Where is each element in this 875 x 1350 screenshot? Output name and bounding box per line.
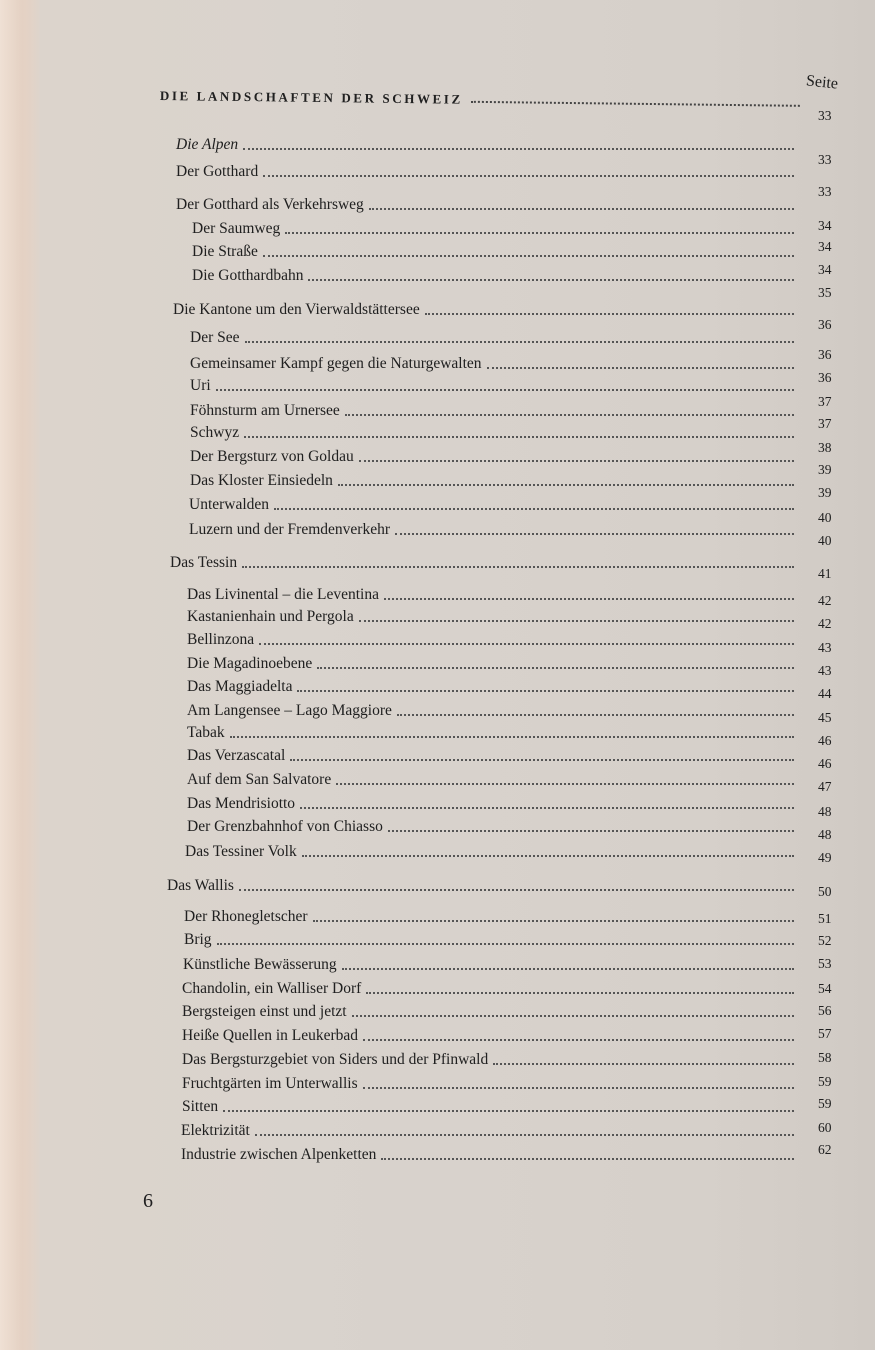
toc-page-number: 42	[818, 593, 832, 608]
dot-leader	[342, 968, 794, 970]
toc-page-number: 60	[818, 1120, 832, 1135]
toc-entry	[192, 217, 800, 239]
dot-leader	[336, 783, 794, 785]
toc-entry-label: Tabak	[187, 724, 225, 741]
toc-entry-label: Das Bergsturzgebiet von Siders und der Pfinwald	[182, 1051, 489, 1068]
toc-entry-label: Bergsteigen einst und jetzt	[182, 1003, 347, 1020]
toc-entry	[190, 399, 800, 421]
toc-entry-label: Sitten	[182, 1098, 219, 1115]
toc-entry-label: Der Grenzbahnhof von Chiasso	[187, 818, 383, 835]
toc-page-number: 42	[818, 616, 832, 631]
toc-entry	[187, 652, 800, 674]
toc-entry	[187, 583, 800, 605]
toc-entry-label: Chandolin, ein Walliser Dorf	[182, 980, 362, 997]
toc-entry-label: Die Alpen	[176, 136, 239, 153]
toc-page-number: 58	[818, 1050, 832, 1065]
toc-page-number: 49	[818, 850, 832, 865]
toc-entry-label: Das Tessin	[170, 554, 238, 571]
toc-page-number: 40	[818, 533, 832, 548]
toc-entry	[176, 193, 800, 215]
dot-leader	[471, 101, 800, 107]
dot-leader	[487, 367, 794, 369]
dot-leader	[493, 1063, 794, 1065]
toc-entry-label: Der Bergsturz von Goldau	[190, 448, 354, 465]
dot-leader	[308, 279, 794, 281]
toc-entry-label: Gemeinsamer Kampf gegen die Naturgewalten	[190, 355, 482, 372]
toc-entry	[182, 1000, 800, 1022]
toc-page-number: 53	[818, 956, 832, 971]
dot-leader	[243, 148, 794, 150]
dot-leader	[384, 598, 794, 600]
toc-page-number: 62	[818, 1142, 832, 1157]
toc-page-number: 34	[818, 218, 832, 233]
toc-entry-label: Schwyz	[190, 424, 240, 441]
toc-page-number: 38	[818, 440, 832, 455]
toc-page-number: 40	[818, 510, 832, 525]
dot-leader	[313, 920, 794, 922]
dot-leader	[352, 1015, 794, 1017]
dot-leader	[259, 643, 794, 645]
toc-entry	[187, 815, 800, 837]
toc-page-number: 39	[818, 462, 832, 477]
toc-page-number: 46	[818, 756, 832, 771]
toc-page-number: 39	[818, 485, 832, 500]
dot-leader	[302, 855, 794, 857]
toc-entry-label: Der Gotthard als Verkehrsweg	[176, 196, 364, 213]
toc-page-number: 33	[818, 152, 832, 167]
toc-entry	[187, 721, 800, 743]
toc-entry	[192, 240, 800, 262]
toc-entry-label: Die Straße	[192, 243, 258, 260]
dot-leader	[345, 414, 794, 416]
toc-page-number: 34	[818, 262, 832, 277]
toc-page-number: 46	[818, 733, 832, 748]
dot-leader	[242, 566, 794, 568]
toc-entry	[190, 374, 800, 396]
toc-page-number: 33	[818, 184, 832, 199]
dot-leader	[363, 1039, 794, 1041]
toc-entry	[190, 352, 800, 374]
toc-page-number: 45	[818, 710, 832, 725]
toc-entry-label: Das Livinental – die Leventina	[187, 586, 379, 603]
toc-page-number: 51	[818, 911, 832, 926]
toc-entry	[190, 469, 800, 491]
toc-entry	[190, 445, 800, 467]
toc-page-number: 33	[818, 108, 832, 123]
toc-entry-label: Der Rhonegletscher	[184, 908, 308, 925]
dot-leader	[366, 992, 794, 994]
dot-leader	[425, 313, 794, 315]
toc-entry-label: Luzern und der Fremdenverkehr	[189, 521, 390, 538]
toc-entry-label: Der See	[190, 329, 240, 346]
seite-label: Seite	[805, 72, 839, 93]
toc-page-number: 37	[818, 394, 832, 409]
toc-entry-label: Elektrizität	[181, 1122, 250, 1139]
toc-entry	[187, 744, 800, 766]
toc-page-number: 56	[818, 1003, 832, 1018]
toc-page-number: 50	[818, 884, 832, 899]
dot-leader	[217, 943, 794, 945]
dot-leader	[388, 830, 794, 832]
toc-page-number: 36	[818, 317, 832, 332]
toc-page-number: 48	[818, 804, 832, 819]
toc-entry	[185, 840, 800, 862]
toc-page-number: 41	[818, 566, 832, 581]
toc-entry	[184, 928, 800, 950]
section-heading-row	[160, 78, 800, 112]
dot-leader	[359, 620, 794, 622]
toc-page-number: 57	[818, 1026, 832, 1041]
toc-entry-label: Künstliche Bewässerung	[183, 956, 337, 973]
toc-entry-label: Brig	[184, 931, 212, 948]
toc-entry	[187, 699, 800, 721]
toc-page-number: 48	[818, 827, 832, 842]
toc-page-number: 35	[818, 285, 832, 300]
toc-page-number: 59	[818, 1096, 832, 1111]
toc-entry	[192, 264, 800, 286]
toc-entry	[176, 133, 800, 155]
toc-entry-label: Die Magadinoebene	[187, 655, 313, 672]
dot-leader	[285, 232, 794, 234]
toc-entry	[190, 421, 800, 443]
toc-entry-label: Industrie zwischen Alpenketten	[181, 1146, 377, 1163]
dot-leader	[255, 1134, 794, 1136]
toc-entry	[182, 1095, 800, 1117]
toc-entry-label: Am Langensee – Lago Maggiore	[187, 702, 392, 719]
toc-entry	[181, 1143, 800, 1165]
page-number: 6	[143, 1190, 153, 1212]
toc-page-number: 59	[818, 1074, 832, 1089]
toc-entry-label: Das Maggiadelta	[187, 678, 293, 695]
toc-entry	[187, 792, 800, 814]
toc-page-number: 47	[818, 779, 832, 794]
toc-entry	[187, 605, 800, 627]
section-heading: DIE LANDSCHAFTEN DER SCHWEIZ	[159, 88, 463, 107]
toc-page-number: 34	[818, 239, 832, 254]
dot-leader	[300, 807, 794, 809]
toc-entry-label: Der Gotthard	[176, 163, 259, 180]
toc-entry	[190, 326, 800, 348]
toc-page-number: 44	[818, 686, 832, 701]
toc-entry-label: Heiße Quellen in Leukerbad	[182, 1027, 359, 1044]
toc-entry-label: Uri	[190, 377, 211, 394]
toc-entry-label: Bellinzona	[187, 631, 255, 648]
toc-entry	[182, 1024, 800, 1046]
toc-entry-label: Das Tessiner Volk	[185, 843, 297, 860]
toc-entry	[173, 298, 800, 320]
toc-page-number: 37	[818, 416, 832, 431]
dot-leader	[381, 1158, 794, 1160]
toc-page-number: 52	[818, 933, 832, 948]
dot-leader	[216, 389, 794, 391]
toc-entry-label: Der Saumweg	[192, 220, 281, 237]
toc-page-number: 43	[818, 663, 832, 678]
toc-page-number: 36	[818, 347, 832, 362]
dot-leader	[223, 1110, 794, 1112]
toc-page-number: 36	[818, 370, 832, 385]
toc-entry-label: Das Wallis	[167, 877, 234, 894]
toc-page-number: 54	[818, 981, 832, 996]
dot-leader	[338, 484, 794, 486]
dot-leader	[263, 175, 794, 177]
toc-entry-label: Kastanienhain und Pergola	[187, 608, 354, 625]
dot-leader	[263, 255, 794, 257]
toc-entry	[189, 518, 800, 540]
toc-entry	[184, 905, 800, 927]
dot-leader	[244, 436, 794, 438]
toc-entry	[167, 874, 800, 896]
toc-entry-label: Das Mendrisiotto	[187, 795, 296, 812]
dot-leader	[274, 508, 794, 510]
toc-page-number: 43	[818, 640, 832, 655]
toc-entry	[182, 1072, 800, 1094]
dot-leader	[245, 341, 795, 343]
toc-entry-label: Die Kantone um den Vierwaldstättersee	[173, 301, 420, 318]
toc-entry-label: Fruchtgärten im Unterwallis	[182, 1075, 358, 1092]
toc-entry	[170, 551, 800, 573]
dot-leader	[369, 208, 794, 210]
toc-entry	[187, 768, 800, 790]
toc-entry-label: Das Kloster Einsiedeln	[190, 472, 333, 489]
toc-entry	[182, 977, 800, 999]
toc-entry-label: Das Verzascatal	[187, 747, 286, 764]
dot-leader	[239, 889, 794, 891]
toc-entry-label: Föhnsturm am Urnersee	[190, 402, 340, 419]
toc-entry	[181, 1119, 800, 1141]
dot-leader	[317, 667, 794, 669]
toc-entry	[187, 675, 800, 697]
dot-leader	[290, 759, 794, 761]
toc-entry-label: Die Gotthardbahn	[192, 267, 304, 284]
toc-entry	[189, 493, 800, 515]
dot-leader	[363, 1087, 794, 1089]
dot-leader	[395, 533, 794, 535]
toc-entry-label: Auf dem San Salvatore	[187, 771, 332, 788]
toc-entry	[183, 953, 800, 975]
dot-leader	[230, 736, 794, 738]
dot-leader	[297, 690, 794, 692]
toc-entry-label: Unterwalden	[189, 496, 270, 513]
dot-leader	[359, 460, 794, 462]
toc-entry	[182, 1048, 800, 1070]
toc-entry	[187, 628, 800, 650]
toc-entry	[176, 160, 800, 182]
dot-leader	[397, 714, 794, 716]
